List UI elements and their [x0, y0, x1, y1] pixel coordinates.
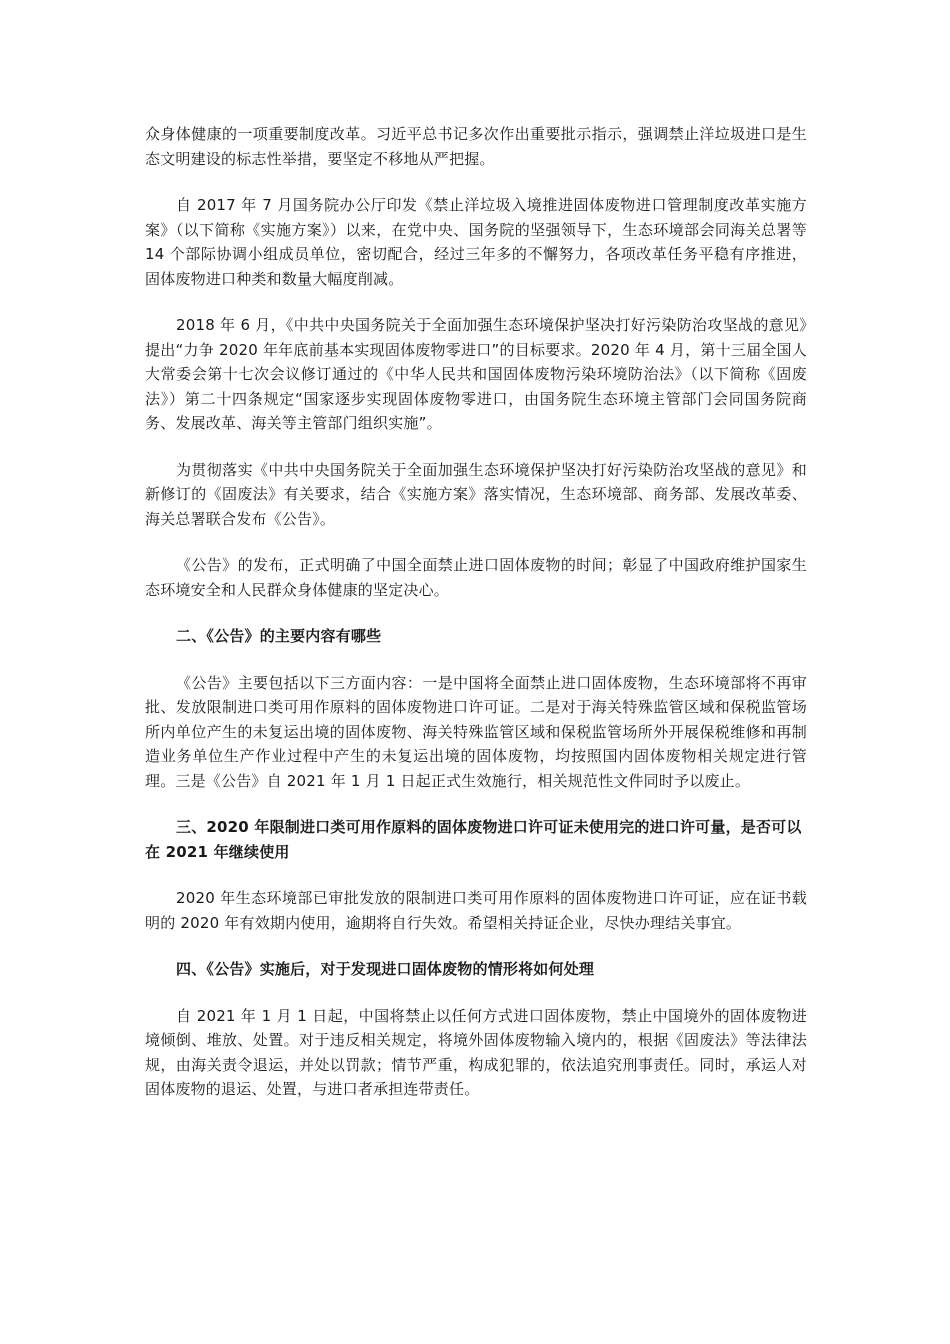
paragraph-main-content: 《公告》主要包括以下三方面内容：一是中国将全面禁止进口固体废物，生态环境部将不再审批、发放限制进口类可用作原料的固体废物进口许可证。二是对于海关特殊监管区域和保税监管场所内单位产生的未复运出境的固体废物、海关特殊监管区域和保税监管场所外开展保税维修和再制造业务单位生产作业过程中产生的未复运出境的固体废物，均按照国内固体废物相关规定进行管理。三是《公告》自 2021 年 1 月 1 日起正式生效施行，相关规范性文件同时予以废止。: [145, 673, 807, 790]
paragraph-violation-handling: 自 2021 年 1 月 1 日起，中国将禁止以任何方式进口固体废物，禁止中国境外的固体废物进境倾倒、堆放、处置。对于违反相关规定，将境外固体废物输入境内的，根据《固废法》等法律法规，由海关责令退运，并处以罚款；情节严重，构成犯罪的，依法追究刑事责任。同时，承运人对固体废物的退运、处置，与进口者承担连带责任。: [145, 1006, 807, 1098]
paragraph-announcement-release: 为贯彻落实《中共中央国务院关于全面加强生态环境保护坚决打好污染防治攻坚战的意见》和新修订的《固废法》有关要求，结合《实施方案》落实情况，生态环境部、商务部、发展改革委、海关总署联合发布《公告》。: [145, 460, 807, 528]
section-heading-3: 三、2020 年限制进口类可用作原料的固体废物进口许可证未使用完的进口许可量，是否可以在 2021 年继续使用: [145, 818, 802, 861]
paragraph-implementation-plan: 自 2017 年 7 月国务院办公厅印发《禁止洋垃圾入境推进固体废物进口管理制度改革实施方案》（以下简称《实施方案》）以来，在党中央、国务院的坚强领导下，生态环境部会同海关总署等 14 个部际协调小组成员单位，密切配合，经过三年多的不懈努力，各项改革任务平稳有序推进，固体废物进口种类和数量大幅度削减。: [145, 196, 807, 288]
paragraph-zero-import-goal: 2018 年 6 月，《中共中央国务院关于全面加强生态环境保护坚决打好污染防治攻坚战的意见》提出“力争 2020 年年底前基本实现固体废物零进口”的目标要求。2020 年 4 月，第十三届全国人大常委会第十七次会议修订通过的《中华人民共和国固体废物污染环境防治法》（以下简称《固废法》）第二十四条规定“国家逐步实现固体废物零进口，由国务院生态环境主管部门会同国务院商务、发展改革、海关等主管部门组织实施”。: [145, 316, 807, 432]
paragraph-intro-continuation: 众身体健康的一项重要制度改革。习近平总书记多次作出重要批示指示，强调禁止洋垃圾进口是生态文明建设的标志性举措，要坚定不移地从严把握。: [145, 125, 807, 168]
document-body: [145, 122, 807, 1124]
paragraph-license-validity: 2020 年生态环境部已审批发放的限制进口类可用作原料的固体废物进口许可证，应在证书载明的 2020 年有效期内使用，逾期将自行失效。希望相关持证企业，尽快办理结关事宜。: [145, 889, 807, 932]
paragraph-announcement-significance: 《公告》的发布，正式明确了中国全面禁止进口固体废物的时间；彰显了中国政府维护国家生态环境安全和人民群众身体健康的坚定决心。: [145, 556, 807, 599]
section-heading-4: 四、《公告》实施后，对于发现进口固体废物的情形将如何处理: [176, 960, 595, 978]
section-heading-2: 二、《公告》的主要内容有哪些: [176, 627, 382, 645]
